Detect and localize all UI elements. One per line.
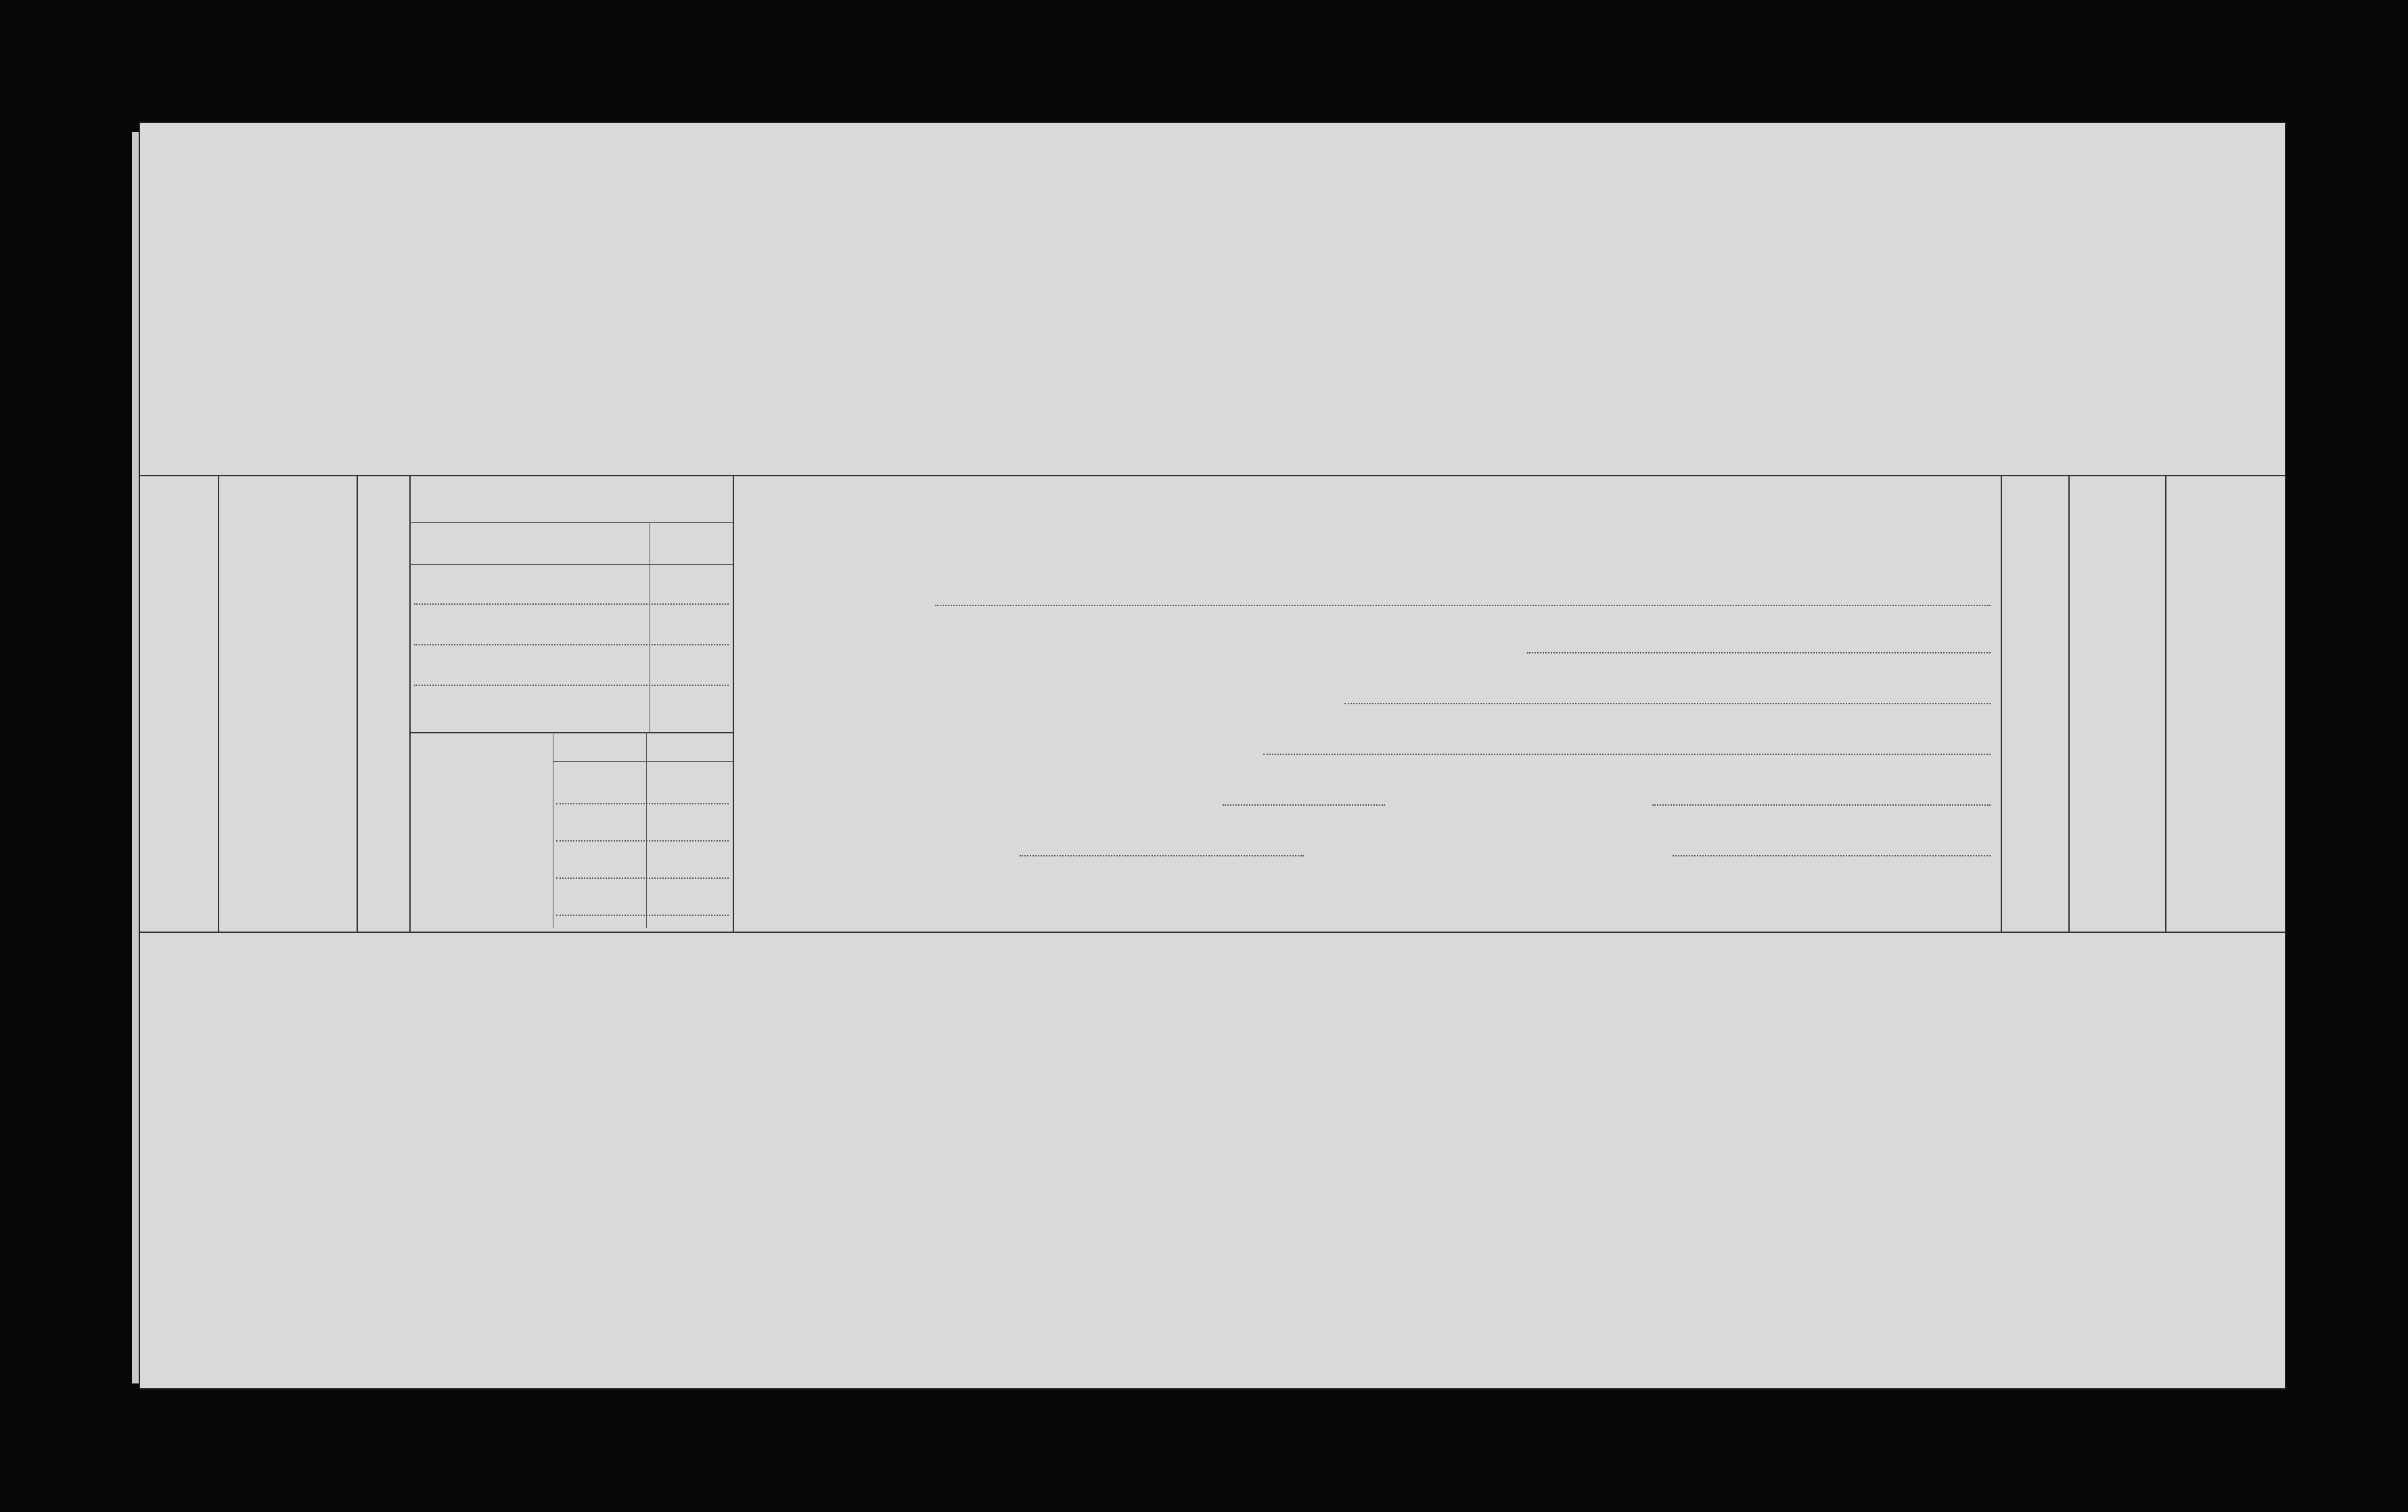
census-card [139,122,2286,1390]
trade-name-header [409,524,650,564]
trade-qty-header [650,524,733,564]
desyatin-header [553,733,646,760]
korney-header [646,733,733,760]
trade-title [409,478,733,520]
population-label [2004,482,2065,925]
